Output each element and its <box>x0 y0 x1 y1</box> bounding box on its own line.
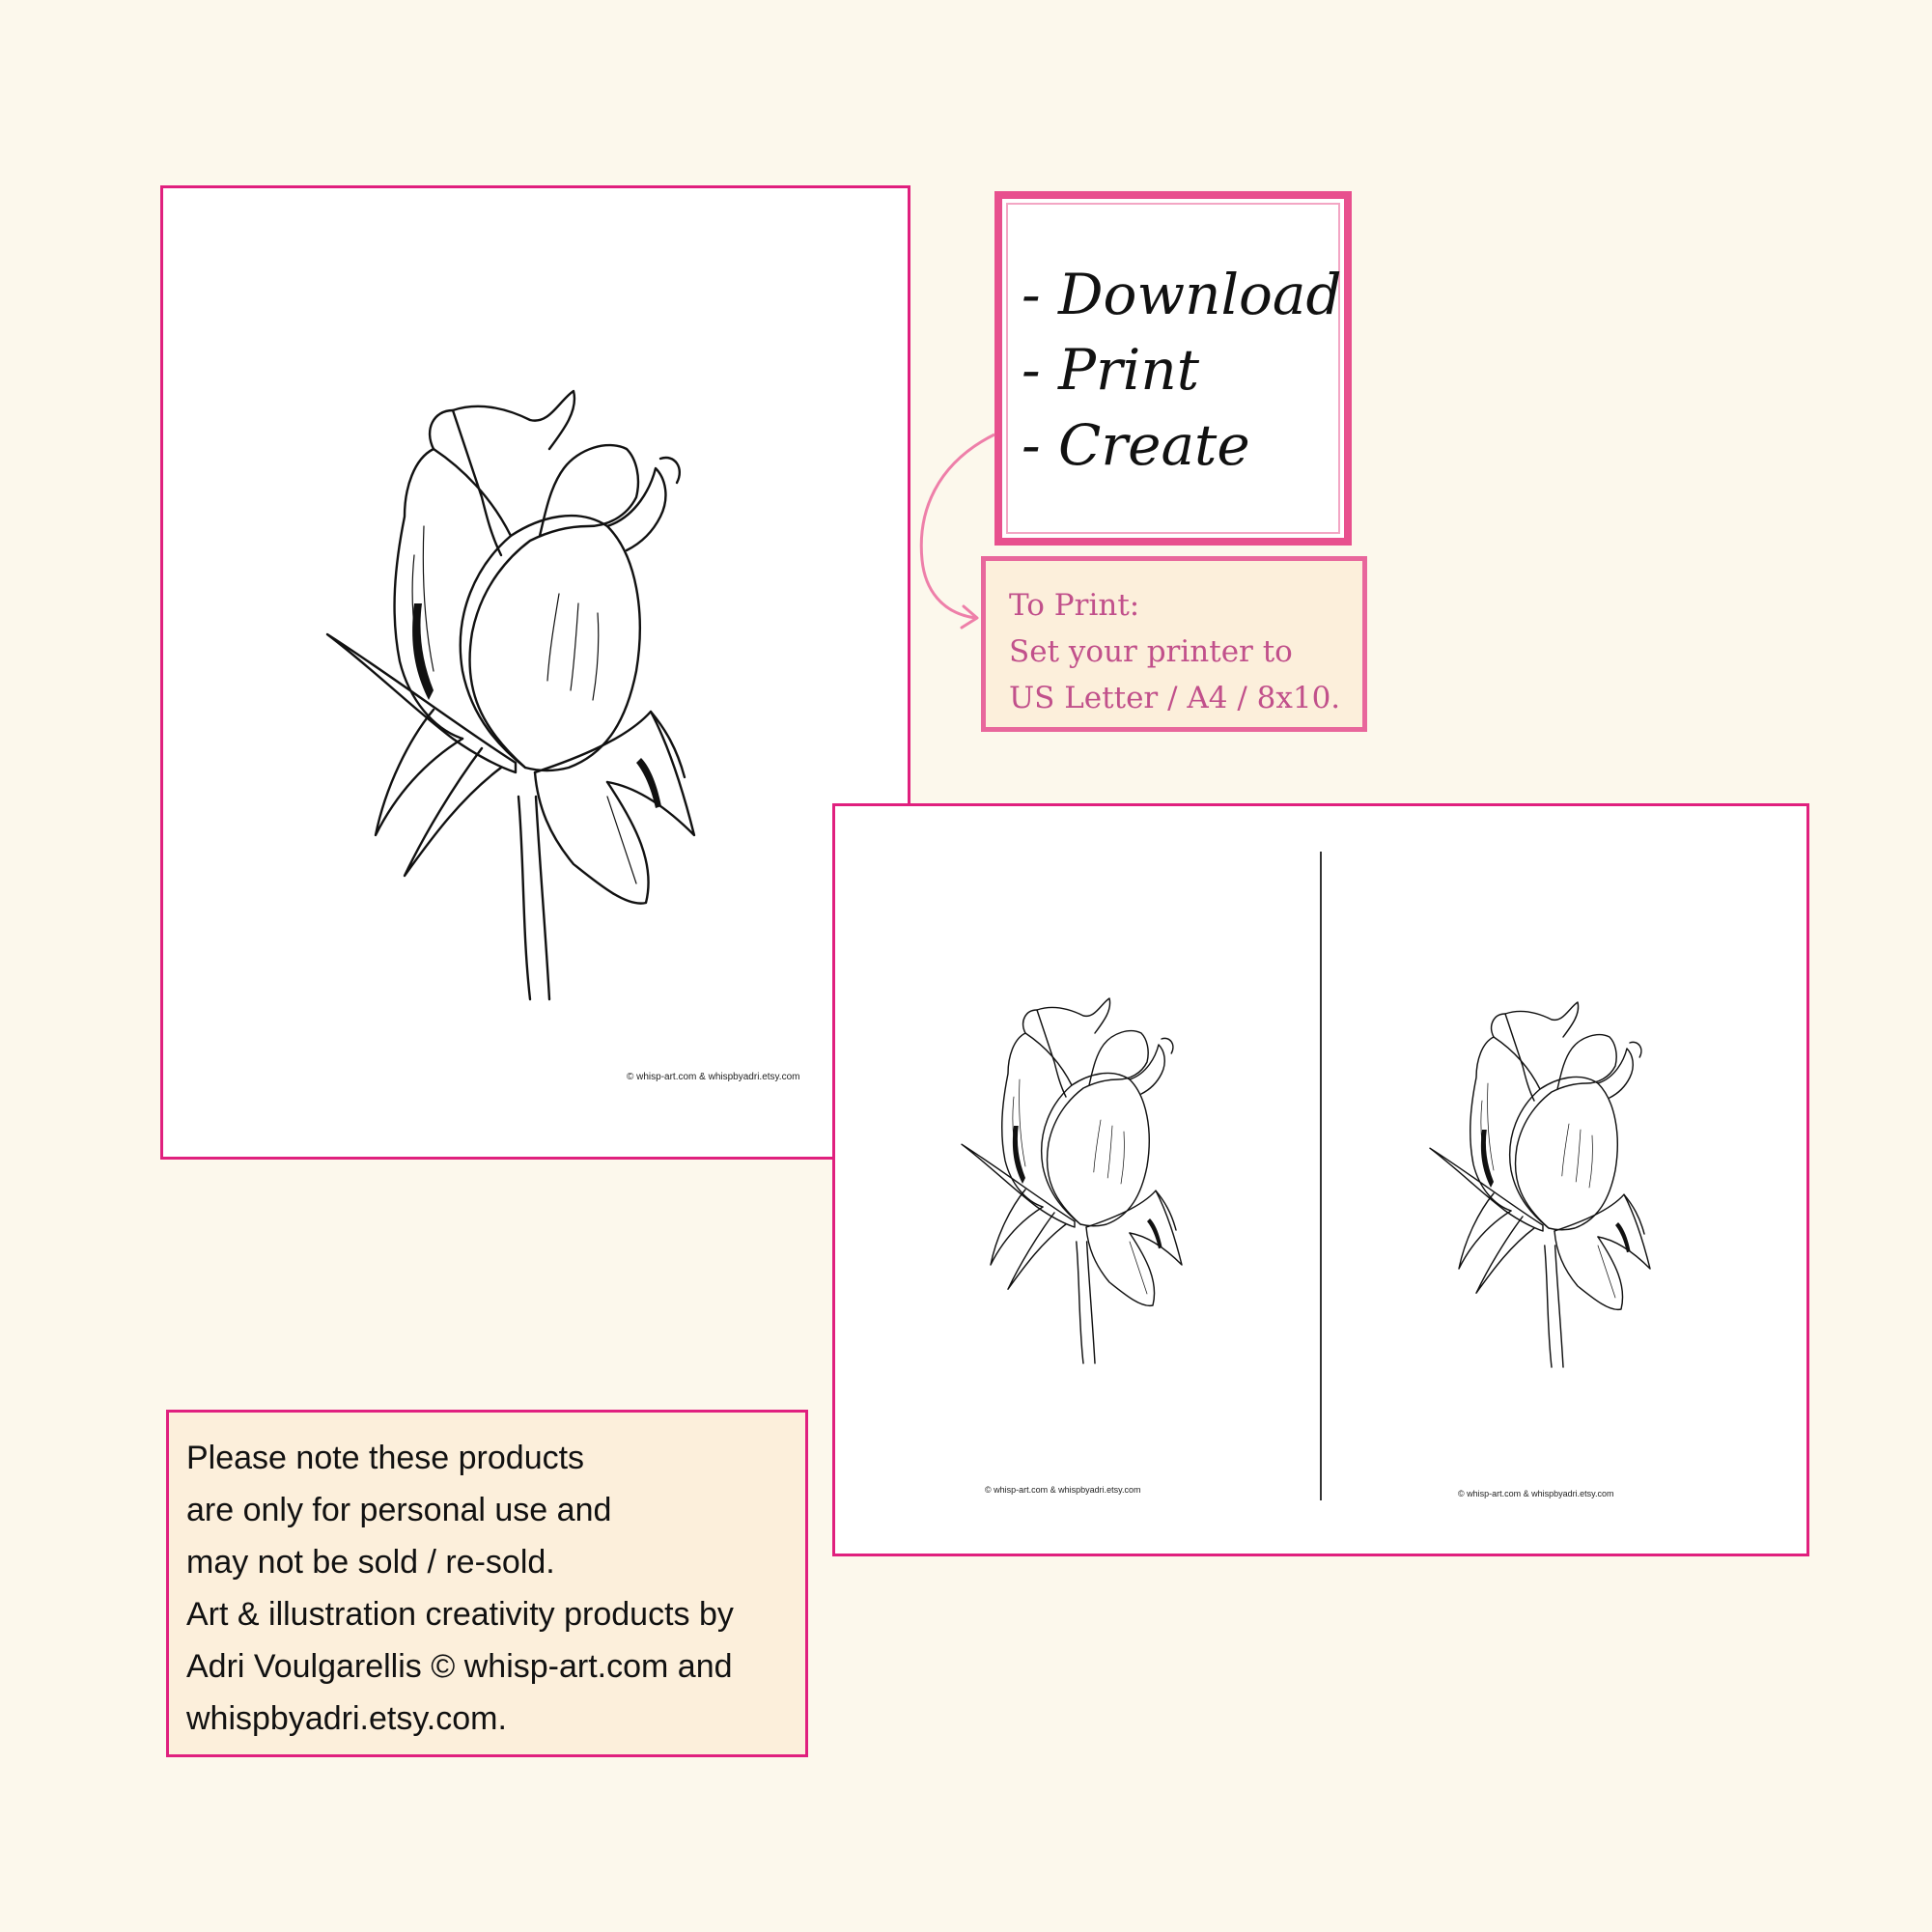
two-up-preview-page <box>832 803 1809 1556</box>
sheet-divider <box>1320 852 1322 1500</box>
note-line: Adri Voulgarellis © whisp-art.com and <box>186 1648 733 1685</box>
step-print: - Print <box>1022 337 1199 403</box>
rose-drawing <box>318 381 704 1009</box>
print-instruction: Set your printer to <box>1009 634 1293 669</box>
note-line: Art & illustration creativity products by <box>186 1596 734 1633</box>
print-heading: To Print: <box>1009 588 1140 623</box>
left-sheet-watermark: © whisp-art.com & whispbyadri.etsy.com <box>985 1485 1141 1495</box>
main-preview-watermark: © whisp-art.com & whispbyadri.etsy.com <box>627 1072 800 1082</box>
print-settings-box <box>981 556 1367 732</box>
print-paper-sizes: US Letter / A4 / 8x10. <box>1009 681 1341 715</box>
rose-drawing-right <box>1424 996 1656 1373</box>
right-sheet-watermark: © whisp-art.com & whispbyadri.etsy.com <box>1458 1489 1614 1498</box>
note-line: may not be sold / re-sold. <box>186 1544 555 1581</box>
rose-drawing-left <box>956 993 1188 1369</box>
personal-use-note <box>166 1410 808 1757</box>
download-print-create-box <box>994 191 1352 546</box>
note-line: whispbyadri.etsy.com. <box>186 1700 507 1737</box>
step-create: - Create <box>1022 412 1250 478</box>
note-line: are only for personal use and <box>186 1492 612 1528</box>
steps-list <box>1022 257 1342 483</box>
note-line: Please note these products <box>186 1440 585 1476</box>
step-download: - Download <box>1022 262 1342 327</box>
main-preview-page <box>160 185 910 1160</box>
